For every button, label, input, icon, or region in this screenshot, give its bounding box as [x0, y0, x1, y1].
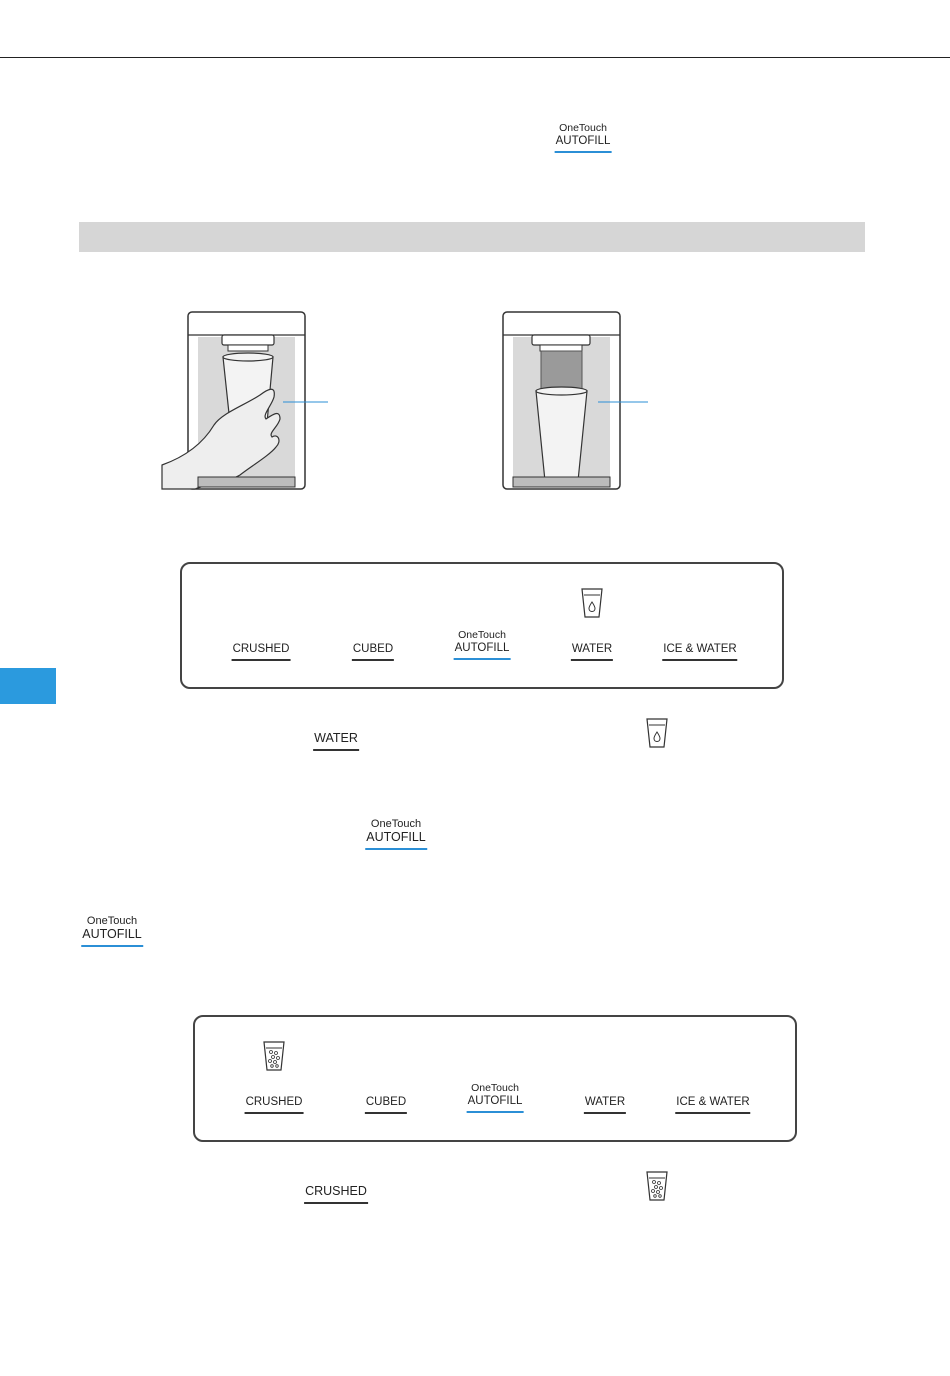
onetouch-note-text: OneTouch: [86, 915, 138, 927]
autofill-button[interactable]: [454, 629, 511, 660]
water-glass-icon: [580, 587, 604, 619]
water-label: WATER: [584, 1096, 626, 1108]
onetouch-reference-text: OneTouch: [370, 818, 422, 830]
autofill-label: AUTOFILL: [454, 642, 510, 654]
crushed-button-reference: [304, 1184, 368, 1204]
cubed-button[interactable]: [365, 1095, 407, 1114]
autofill-label: AUTOFILL: [467, 1095, 523, 1107]
autofill-reference-text: AUTOFILL: [366, 830, 426, 844]
autofill-note-text: AUTOFILL: [82, 927, 142, 941]
ice-water-button[interactable]: [662, 642, 737, 661]
autofill-text: AUTOFILL: [555, 135, 611, 147]
onetouch-text: OneTouch: [559, 122, 607, 134]
water-label: WATER: [571, 643, 613, 655]
autofill-button-label: [555, 122, 612, 153]
cubed-label: CUBED: [365, 1096, 407, 1108]
water-glass-icon: [645, 717, 669, 749]
cubed-button[interactable]: [352, 642, 394, 661]
header-rule: [0, 57, 950, 58]
crushed-button[interactable]: [245, 1095, 304, 1114]
water-button-reference: [313, 731, 359, 751]
autofill-button-reference: [365, 818, 427, 850]
crushed-ice-glass-icon: [645, 1170, 669, 1202]
crushed-label: CRUSHED: [245, 1096, 303, 1108]
crushed-label: CRUSHED: [232, 643, 290, 655]
water-button[interactable]: [571, 642, 613, 661]
crushed-ice-glass-icon: [262, 1040, 286, 1072]
control-panel-water-selected: [180, 562, 784, 689]
ice-water-label: ICE & WATER: [676, 1096, 750, 1108]
chapter-tab: [0, 668, 56, 704]
autofill-button[interactable]: [467, 1082, 524, 1113]
water-button[interactable]: [584, 1095, 626, 1114]
dispenser-autofill-illustration: [495, 305, 685, 495]
water-reference-label: WATER: [314, 731, 358, 745]
cubed-label: CUBED: [352, 643, 394, 655]
ice-water-label: ICE & WATER: [663, 643, 737, 655]
dispenser-manual-press-illustration: [150, 305, 340, 495]
control-panel-crushed-selected: [193, 1015, 797, 1142]
ice-water-button[interactable]: [675, 1095, 750, 1114]
crushed-button[interactable]: [232, 642, 291, 661]
crushed-reference-label: CRUSHED: [305, 1184, 367, 1198]
onetouch-label: OneTouch: [458, 629, 506, 641]
onetouch-label: OneTouch: [471, 1082, 519, 1094]
section-header-bar: [79, 222, 865, 252]
autofill-button-note: [81, 915, 143, 947]
